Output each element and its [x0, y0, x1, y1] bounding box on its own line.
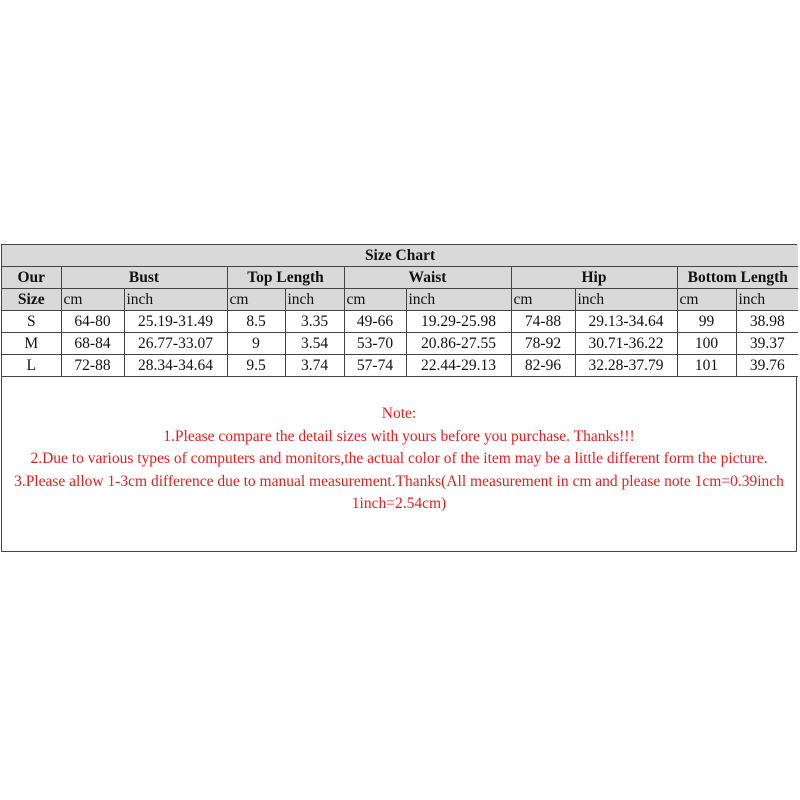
- table-cell: 72-88: [61, 355, 124, 377]
- table-cell: 20.86-27.55: [406, 333, 511, 355]
- note-line-2: 2.Due to various types of computers and monitors,the actual color of the item may be a little different form the picture.: [30, 450, 768, 467]
- table-cell: 101: [677, 355, 736, 377]
- unit-label: cm: [61, 289, 124, 311]
- table-cell: 99: [677, 311, 736, 333]
- table-cell: 9.5: [227, 355, 285, 377]
- table-cell: 53-70: [344, 333, 406, 355]
- table-cell: 78-92: [511, 333, 575, 355]
- size-header-line2: Size: [2, 289, 61, 311]
- table-cell: 39.76: [736, 355, 798, 377]
- table-cell: 74-88: [511, 311, 575, 333]
- notes-heading: Note:: [381, 405, 417, 422]
- table-cell: 82-96: [511, 355, 575, 377]
- table-cell: 64-80: [61, 311, 124, 333]
- table-row: [2, 311, 798, 333]
- size-label: M: [2, 333, 61, 355]
- table-cell: 68-84: [61, 333, 124, 355]
- unit-label: cm: [511, 289, 575, 311]
- table-cell: 8.5: [227, 311, 285, 333]
- chart-title: Size Chart: [2, 245, 798, 267]
- table-row: [2, 333, 798, 355]
- table-row: [2, 355, 798, 377]
- table-cell: 3.54: [285, 333, 344, 355]
- table-cell: 19.29-25.98: [406, 311, 511, 333]
- table-cell: 100: [677, 333, 736, 355]
- group-header-top-length: Top Length: [227, 267, 344, 289]
- unit-label: inch: [575, 289, 677, 311]
- note-line-3: 3.Please allow 1-3cm difference due to manual measurement.Thanks(All measurement in cm and please note 1cm=0.39inch 1inch=2.54cm): [14, 472, 784, 512]
- unit-label: inch: [285, 289, 344, 311]
- table-cell: 49-66: [344, 311, 406, 333]
- size-chart: [1, 244, 797, 552]
- group-header-hip: Hip: [511, 267, 677, 289]
- table-cell: 26.77-33.07: [124, 333, 227, 355]
- unit-label: inch: [406, 289, 511, 311]
- note-line-1: 1.Please compare the detail sizes with yours before you purchase. Thanks!!!: [163, 427, 635, 445]
- table-cell: 3.35: [285, 311, 344, 333]
- group-header-bust: Bust: [61, 267, 227, 289]
- table-cell: 57-74: [344, 355, 406, 377]
- notes-section: [2, 403, 796, 516]
- size-table: [2, 245, 798, 377]
- table-cell: 28.34-34.64: [124, 355, 227, 377]
- table-cell: 29.13-34.64: [575, 311, 677, 333]
- table-cell: 9: [227, 333, 285, 355]
- table-cell: 30.71-36.22: [575, 333, 677, 355]
- table-cell: 22.44-29.13: [406, 355, 511, 377]
- group-header-waist: Waist: [344, 267, 511, 289]
- table-cell: 38.98: [736, 311, 798, 333]
- size-header-line1: Our: [2, 267, 61, 289]
- group-header-bottom-length: Bottom Length: [677, 267, 798, 289]
- table-cell: 39.37: [736, 333, 798, 355]
- table-cell: 3.74: [285, 355, 344, 377]
- unit-label: inch: [124, 289, 227, 311]
- table-cell: 32.28-37.79: [575, 355, 677, 377]
- size-label: L: [2, 355, 61, 377]
- unit-label: cm: [677, 289, 736, 311]
- unit-label: inch: [736, 289, 798, 311]
- size-label: S: [2, 311, 61, 333]
- unit-label: cm: [344, 289, 406, 311]
- unit-label: cm: [227, 289, 285, 311]
- table-cell: 25.19-31.49: [124, 311, 227, 333]
